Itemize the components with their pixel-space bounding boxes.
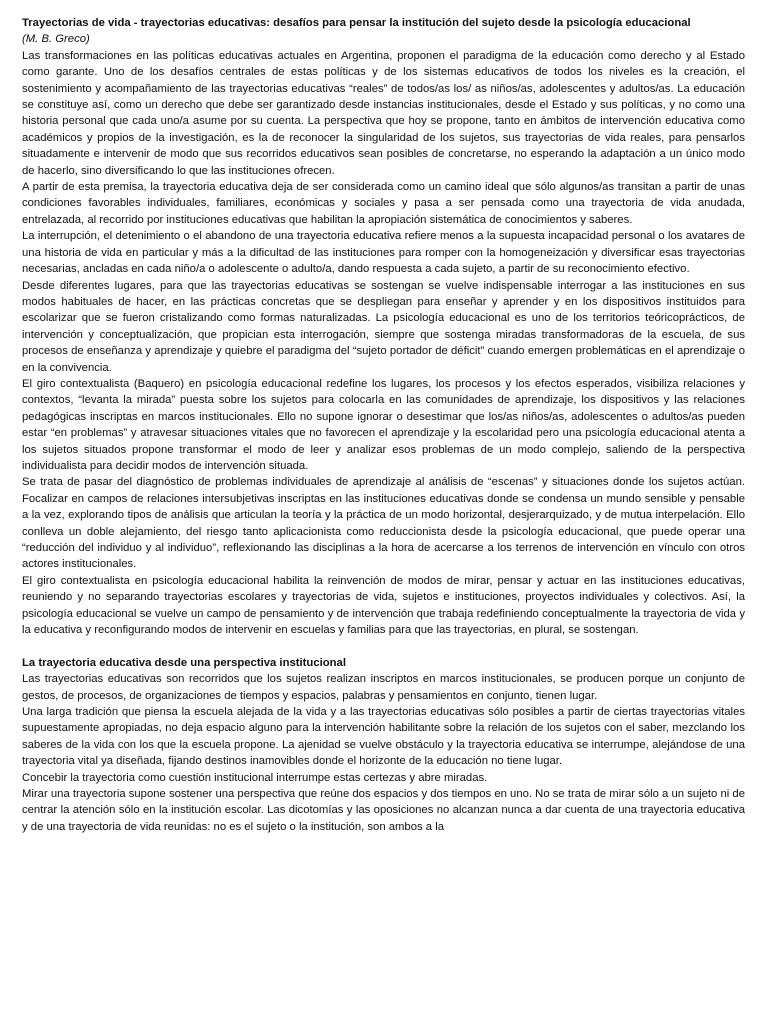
paragraph: A partir de esta premisa, la trayectoria educativa deja de ser considerada como un camino ideal que sólo algunos/as transitan a partir de unas condiciones favorables individuales, familiares, económicas y sociales y pasa a ser pensada como una trayectoria de vida anudada, entrelazada, al recorrido por instituciones educativas que habilitan la apropiación sistemática de conocimientos y saberes. bbox=[22, 181, 745, 226]
paragraph: Una larga tradición que piensa la escuela alejada de la vida y a las trayectorias educativas sólo posibles a partir de ciertas trayectorias vitales supuestamente apropiadas, no deja espacio alguno para la intervención habilitante sobre la relación de los sujetos con el saber, mezclando los saberes de la vida con los que la escuela propone. La ajenidad se vuelve obstáculo y la trayectoria educativa se interrumpe, alejándose de una trayectoria vital ya diseñada, fijando destinos inamovibles donde el horizonte de la educación no tiene lugar. bbox=[22, 706, 745, 768]
paragraph: Las transformaciones en las políticas educativas actuales en Argentina, proponen el paradigma de la educación como derecho y al Estado como garante. Uno de los desafíos centrales de estas políticas y de los sistemas educativos de todos los niveles es la creación, el sostenimiento y acompañamiento de las trayectorias educativas “reales” de todos/as los/ as niños/as, adolescentes y adultos/as. La educación se constituye así, como un derecho que debe ser garantizado desde instancias institucionales, desde el Estado y sus políticas, y no como una historia personal que cada uno/a asume por su cuenta. La perspectiva que hoy se propone, tanto en ámbitos de intervención educativa como académicos y propios de la investigación, es la de reconocer la singularidad de los sujetos, sus trayectorias de vida reales, para pensarlos situadamente e intervenir de modo que sus recorridos educativos sean posibles de concretarse, no esperando la adaptación a un único modo de hacerlo, sino diversificando lo que las instituciones ofrecen. bbox=[22, 49, 745, 177]
paragraph: Se trata de pasar del diagnóstico de problemas individuales de aprendizaje al análisis de “escenas” y situaciones donde los sujetos actúan. Focalizar en campos de relaciones intersubjetivas inscriptas en las instituciones educativas donde se condensa un mundo sensible y pensable a la vez, explorando tipos de análisis que articulan la teoría y la práctica de un modo horizontal, desjerarquizado, y de mutua interpelación. Ello conlleva un doble alejamiento, del riesgo tanto aplicacionista como reduccionista desde la psicología educacional, que puede operar una “reducción del individuo y al individuo”, reflexionando las disciplinas a la hora de acercarse a los terrenos de intervención en vínculo con otros actores institucionales. bbox=[22, 476, 745, 571]
paragraph: Concebir la trayectoria como cuestión institucional interrumpe estas certezas y abre miradas. bbox=[22, 771, 488, 784]
paragraph: El giro contextualista en psicología educacional habilita la reinvención de modos de mirar, pensar y actuar en las instituciones educativas, reuniendo y no separando trayectorias escolares y trayectorias de vida, sujetos e instituciones, proyectos individuales y colectivos. Así, la psicología educacional se vuelve un campo de pensamiento y de intervención que trabaja redefiniendo conceptualmente la trayectoria de vida y la educativa y reconfigurando modos de intervenir en escuelas y familias para que las trayectorias, en plural, se sostengan. bbox=[22, 574, 745, 637]
paragraph: La interrupción, el detenimiento o el abandono de una trayectoria educativa refiere menos a la supuesta incapacidad personal o los avatares de una historia de vida en particular y más a la dificultad de las instituciones para romper con la homogeneización y diversificar esas trayectorias necesarias, ancladas en cada niño/a o adolescente o adulto/a, dando respuesta a cada sujeto, a partir de su reconocimiento efectivo. bbox=[22, 230, 745, 276]
document-title: Trayectorias de vida - trayectorias educativas: desafíos para pensar la institución del sujeto desde la psicología educacional bbox=[22, 17, 691, 29]
document-author: (M. B. Greco) bbox=[22, 33, 90, 46]
paragraph: Las trayectorias educativas son recorridos que los sujetos realizan inscriptos en marcos institucionales, se producen porque un conjunto de gestos, de procesos, de organizaciones de tiempos y espacios, palabras y pensamientos en conjunto, tienen lugar. bbox=[22, 673, 745, 702]
paragraph: Desde diferentes lugares, para que las trayectorias educativas se sostengan se vuelve indispensable interrogar a las instituciones en sus modos habituales de hacer, en las prácticas concretas que se despliegan para enseñar y aprender y en los dispositivos instituidos para escolarizar que se fueron cristalizando como formas naturalizadas. La psicología educacional es uno de los territorios teóricoprácticos, de intervención y conceptualización, que propician esta interrogación, siempre que sostenga miradas transformadoras de la escuela, de sus procesos de enseñanza y aprendizaje y quiebre el paradigma del “sujeto portador de déficit” cuando emergen problemáticas en el aprendizaje o en la convivencia. bbox=[22, 279, 745, 374]
section-heading: La trayectoria educativa desde una perspectiva institucional bbox=[22, 656, 346, 669]
paragraph: El giro contextualista (Baquero) en psicología educacional redefine los lugares, los procesos y los efectos esperados, visibiliza relaciones y contextos, “levanta la mirada” puesta sobre los sujetos para colocarla en las comunidades de aprendizaje, los dispositivos y las relaciones pedagógicas inscriptas en marcos institucionales. Ello no supone ignorar o desestimar que los/as niños/as, adolescentes o adultos/as pueden estar “en problemas” y atravesar situaciones vitales que no favorecen el aprendizaje y la escolaridad pero una psicología educacional atenta a los sujetos situados propone transformar el modo de leer y analizar esos problemas de un modo complejo, saliendo de la perspectiva individualista para decidir modos de intervención situada. bbox=[22, 377, 745, 472]
paragraph: Mirar una trayectoria supone sostener una perspectiva que reúne dos espacios y dos tiempos en uno. No se trata de mirar sólo a un sujeto ni de centrar la atención sólo en la institución escolar. Las dicotomías y las oposiciones no alcanzan nunca a dar cuenta de una trayectoria educativa y de una trayectoria de vida reunidas: no es el sujeto o la institución, son ambos a la bbox=[22, 788, 745, 833]
